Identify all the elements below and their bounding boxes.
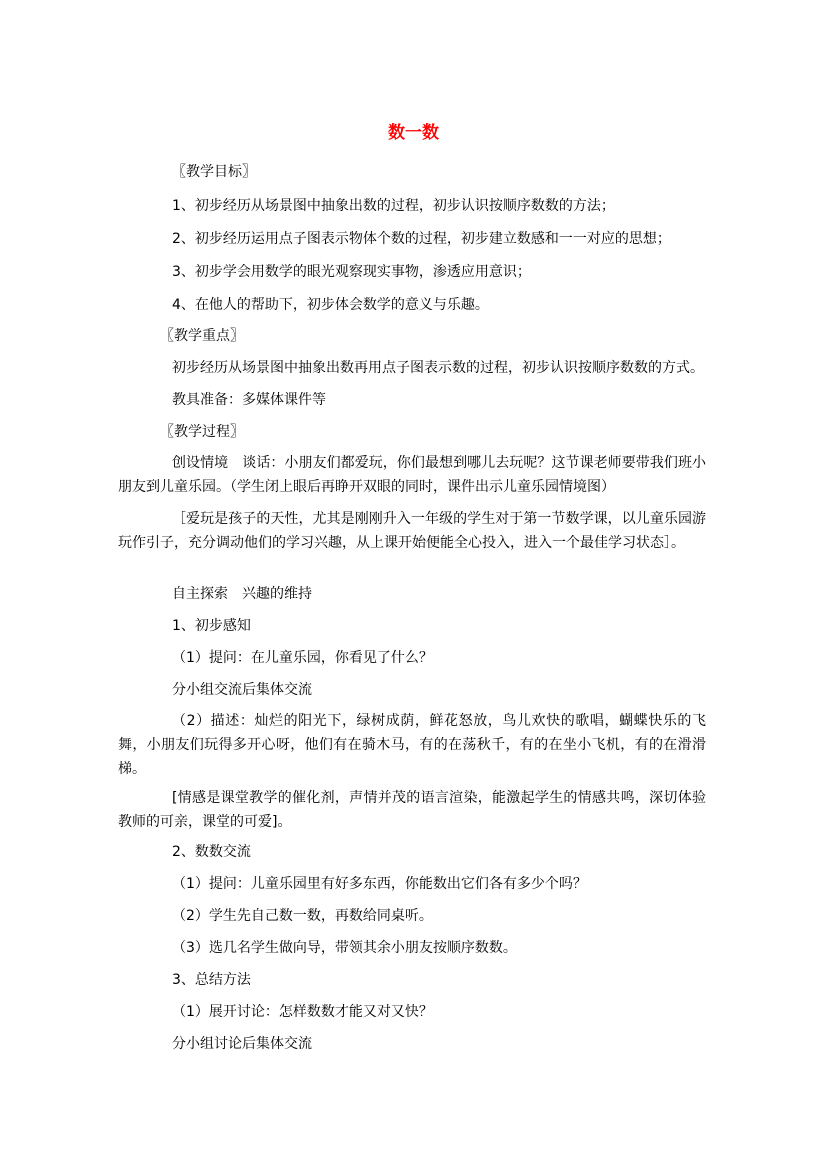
section-heading-objectives: 〖教学目标〗 — [172, 164, 256, 180]
step-1-question: （1）提问：在儿童乐园，你看见了什么？ — [172, 650, 433, 666]
step-2-heading: 2、数数交流 — [172, 844, 251, 860]
step-1-heading: 1、初步感知 — [172, 618, 251, 634]
objective-4: 4、在他人的帮助下，初步体会数学的意义与乐趣。 — [172, 297, 489, 313]
step-2-question: （1）提问：儿童乐园里有好多东西，你能数出它们各有多少个吗？ — [172, 876, 587, 892]
paragraph-situation: 创设情境 谈话：小朋友们都爱玩，你们最想到哪儿去玩呢？这节课老师要带我们班小朋友到儿童乐园。（学生闭上眼后再睁开双眼的同时，课件出示儿童乐园情境图） — [118, 455, 706, 495]
document-title: 数一数 — [388, 123, 439, 143]
step-2-practice: （2）学生先自己数一数，再数给同桌听。 — [172, 908, 433, 924]
objective-2: 2、初步经历运用点子图表示物体个数的过程，初步建立数感和一一对应的思想； — [172, 231, 671, 247]
paragraph-description: （2）描述：灿烂的阳光下，绿树成荫，鲜花怒放，鸟儿欢快的歌唱，蝴蝶快乐的飞舞，小朋友们玩得多开心呀，他们有在骑木马，有的在荡秋千，有的在坐小飞机，有的在滑滑梯。 — [118, 713, 706, 777]
step-1-group: 分小组交流后集体交流 — [172, 682, 312, 698]
section-heading-process: 〖教学过程〗 — [160, 424, 244, 440]
objective-1: 1、初步经历从场景图中抽象出数的过程，初步认识按顺序数数的方法； — [172, 198, 615, 214]
key-point-text: 初步经历从场景图中抽象出数再用点子图表示数的过程，初步认识按顺序数数的方式。 — [172, 360, 704, 376]
step-2-guide: （3）选几名学生做向导，带领其余小朋友按顺序数数。 — [172, 940, 517, 956]
step-3-heading: 3、总结方法 — [172, 972, 251, 988]
objective-3: 3、初步学会用数学的眼光观察现实事物，渗透应用意识； — [172, 264, 531, 280]
step-3-discussion: （1）展开讨论：怎样数数才能又对又快？ — [172, 1004, 433, 1020]
section-heading-key-points: 〖教学重点〗 — [160, 328, 244, 344]
heading-explore: 自主探索 兴趣的维持 — [172, 586, 312, 602]
teaching-aids: 教具准备：多媒体课件等 — [172, 392, 326, 408]
paragraph-note-2: [情感是课堂教学的催化剂，声情并茂的语言渲染，能激起学生的情感共鸣，深切体验教师的可亲，课堂的可爱]。 — [118, 790, 706, 830]
paragraph-note-1: ［爱玩是孩子的天性，尤其是刚刚升入一年级的学生对于第一节数学课，以儿童乐园游玩作引子，充分调动他们的学习兴趣，从上课开始便能全心投入，进入一个最佳学习状态］。 — [118, 511, 706, 551]
step-3-group: 分小组讨论后集体交流 — [172, 1036, 312, 1052]
